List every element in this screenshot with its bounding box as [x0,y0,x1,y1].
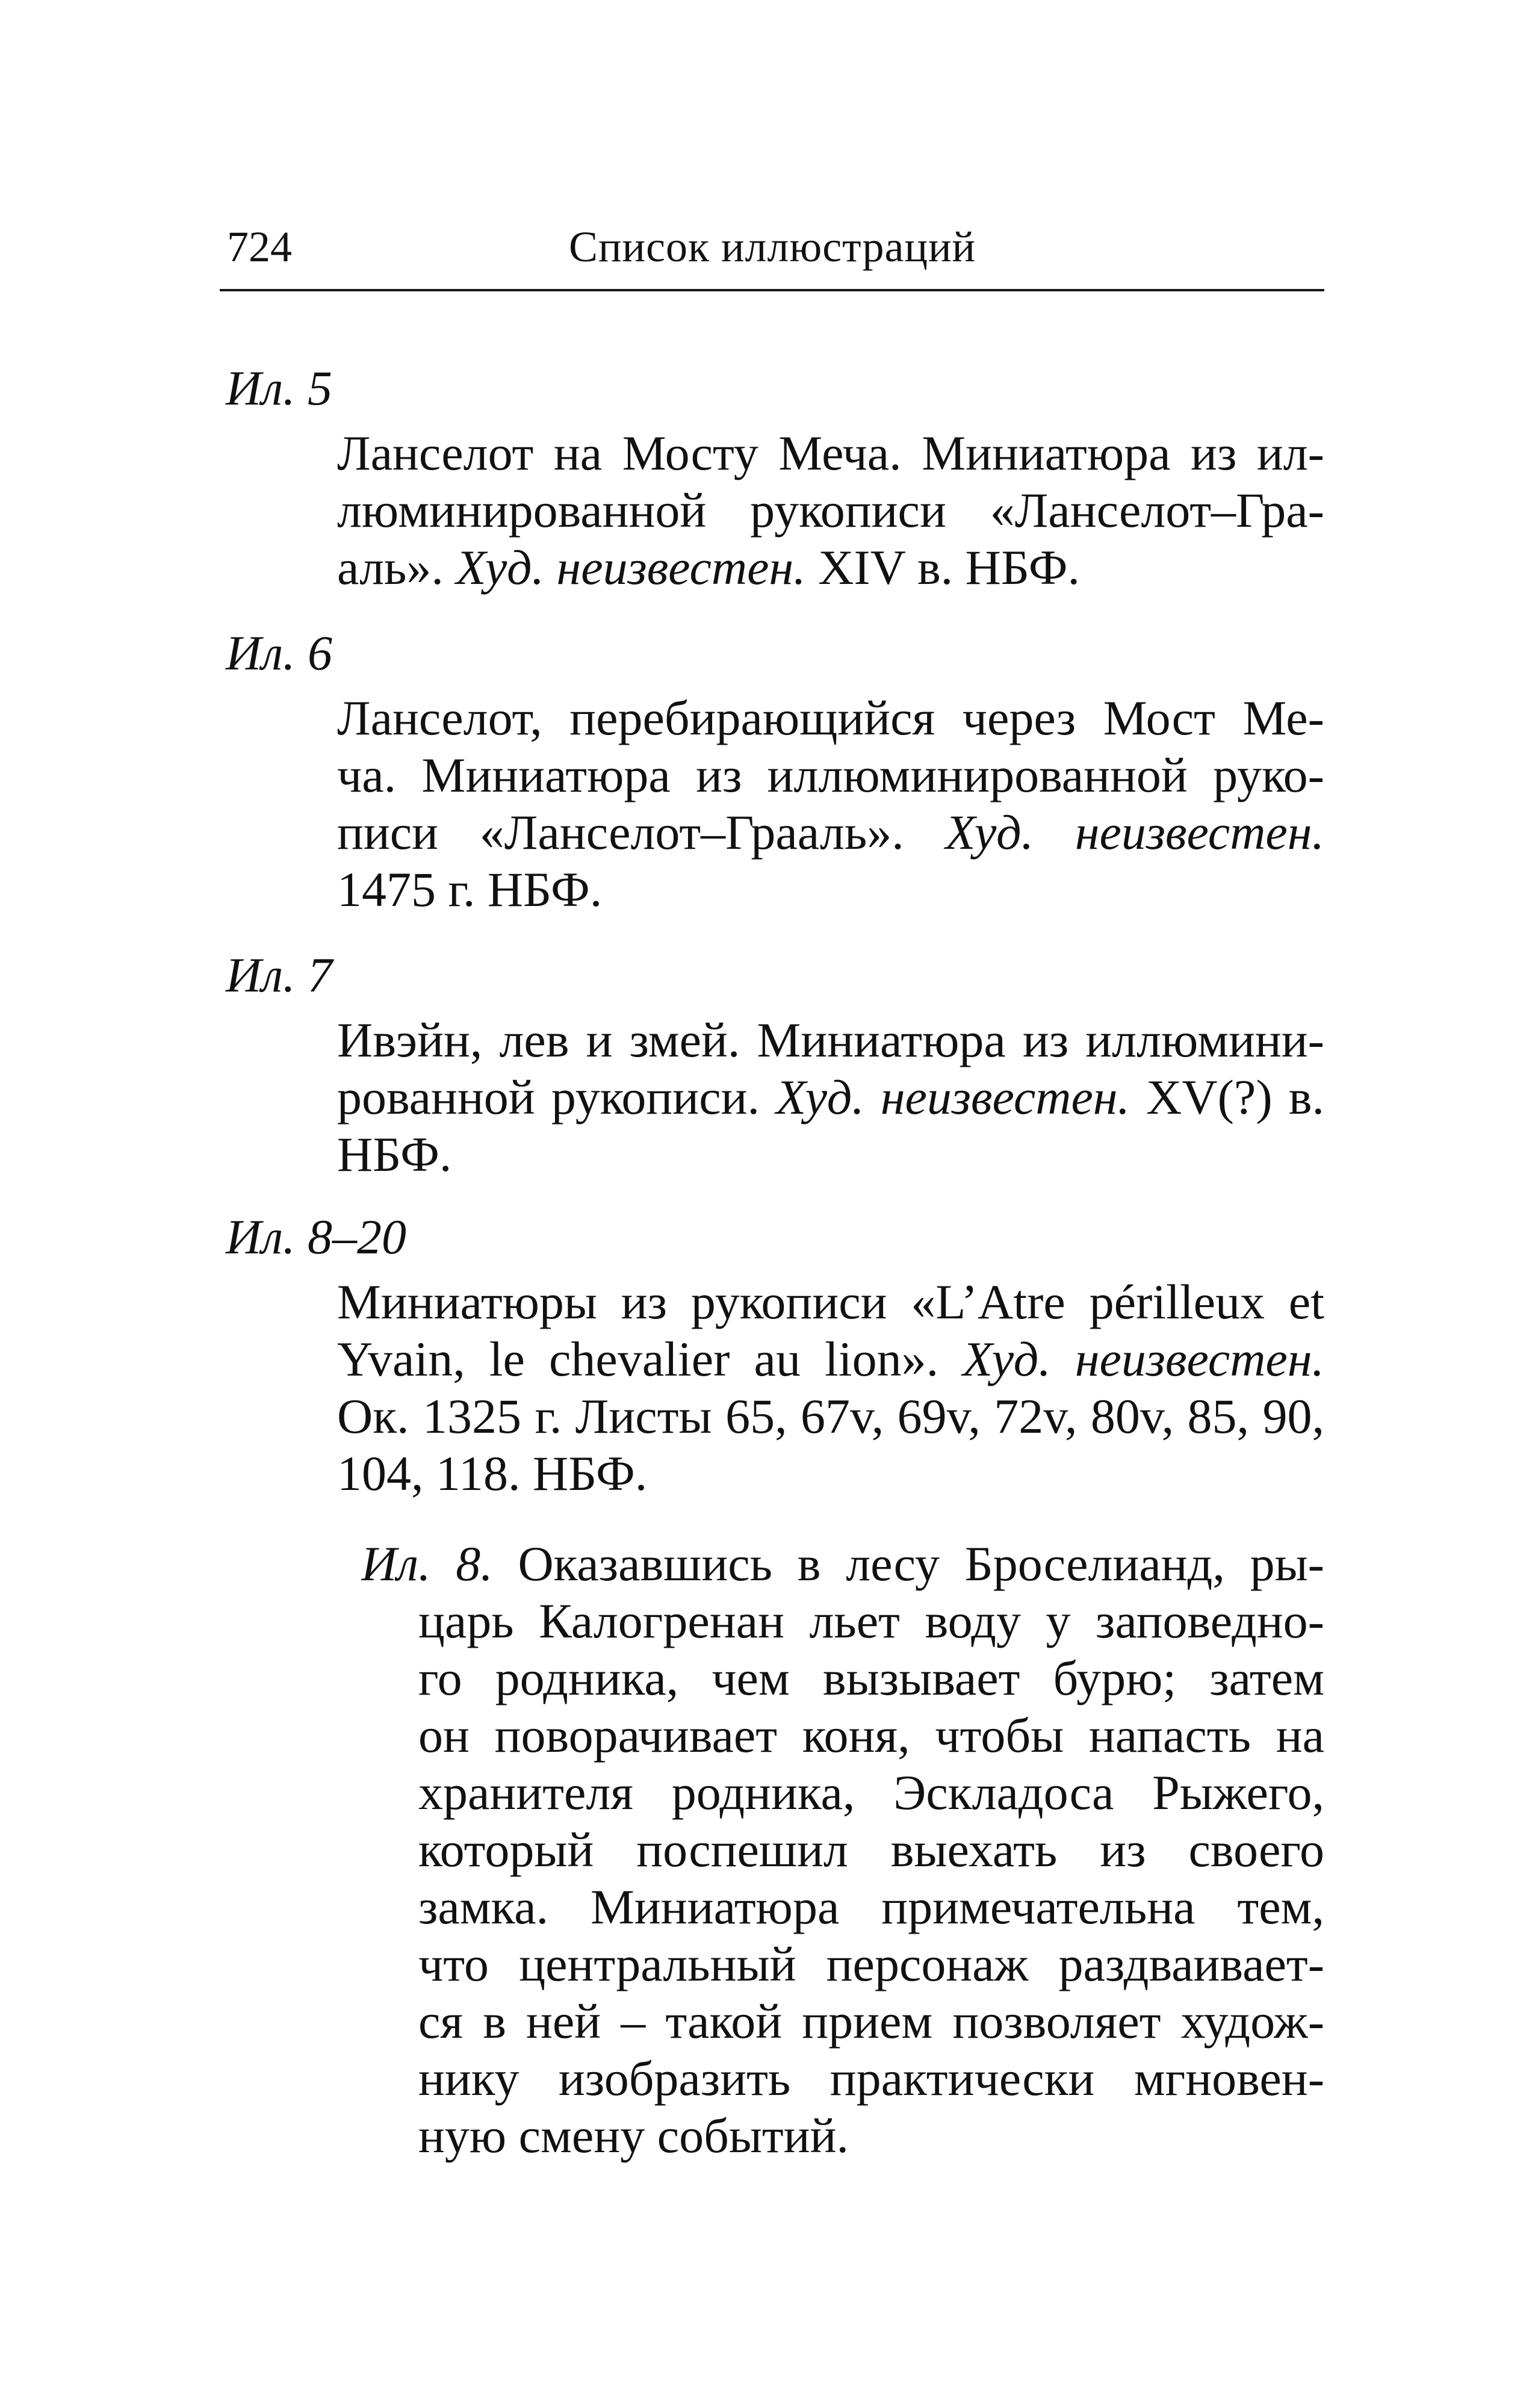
entry-line [337,1069,1324,1126]
sub-entry-line: который поспешил выехать из своего [418,1822,1324,1877]
entry-text: Yvain, le chevalier au lion». [337,1332,963,1386]
entry-line [337,804,1324,861]
entry-label-6: Ил. 6 [226,625,332,680]
entry-line: 104, 118. НБФ. [337,1446,648,1501]
entry-line: Ивэйн, лев и змей. Миниатюра из иллюмини- [337,1013,1324,1067]
running-head [220,223,1324,291]
entry-line [337,1330,1324,1388]
running-title: Список иллюстраций [569,223,976,271]
entry-label-7: Ил. 7 [226,948,332,1002]
entry-label-5: Ил. 5 [226,361,332,415]
entry-line: Ланселот на Мосту Меча. Миниатюра из ил- [337,426,1324,480]
sub-entry-text: Оказавшись в лесу Броселианд, ры- [518,1536,1324,1591]
sub-entry-line: замка. Миниатюра примечательна тем, [418,1879,1324,1934]
sub-entry-label: Ил. 8. [361,1536,493,1591]
entry-text: XV(?) в. [1130,1070,1324,1125]
sub-entry-line: нику изобразить практически мгновен- [418,2051,1324,2106]
entry-line: Ланселот, перебирающийся через Мост Ме- [337,690,1324,745]
entry-line: Миниатюры из рукописи «L’Atre périlleux et [337,1274,1324,1329]
artist-note: Худ. неизвестен. [945,805,1324,860]
sub-entry-line: что центральный персонаж раздваивает- [418,1937,1324,1991]
entry-body-6 [337,689,1324,918]
sub-entry-line: царь Калогренан льет воду у заповедно- [418,1593,1324,1648]
sub-entry-line: ся в ней – такой прием позволяет худож- [418,1994,1324,2049]
page-number: 724 [227,223,292,271]
entry-text: писи «Ланселот–Грааль». [337,805,946,860]
artist-note: Худ. неизвестен. [963,1332,1324,1386]
entry-body-8-20 [337,1273,1324,1502]
sub-entry-line: ную смену событий. [418,2108,849,2163]
sub-entry-line: он поворачивает коня, чтобы напасть на [418,1708,1324,1763]
entry-line: ча. Миниатюра из иллюминированной руко- [337,748,1324,802]
entry-body-5 [337,424,1324,596]
entry-line: люминированной рукописи «Ланселот–Гра- [337,483,1324,538]
entry-text: XIV в. НБФ. [805,540,1081,595]
entry-line [337,539,1324,596]
entry-line: 1475 г. НБФ. [337,862,603,917]
artist-note: Худ. неизвестен. [776,1070,1130,1125]
entry-body-7 [337,1011,1324,1183]
sub-entry-line: хранителя родника, Эскладоса Рыжего, [418,1765,1324,1820]
sub-entry-8 [361,1535,1324,2164]
sub-entry-line [361,1535,1324,1592]
entry-label-8-20: Ил. 8–20 [226,1209,406,1264]
entry-text: рованной рукописи. [337,1070,777,1125]
entry-line: НБФ. [337,1127,452,1182]
entry-text: аль». [337,540,456,595]
entry-line: Ок. 1325 г. Листы 65, 67v, 69v, 72v, 80v, 85, 90, [337,1389,1324,1444]
sub-entry-line: го родника, чем вызывает бурю; затем [418,1651,1324,1705]
artist-note: Худ. неизвестен. [456,540,806,595]
